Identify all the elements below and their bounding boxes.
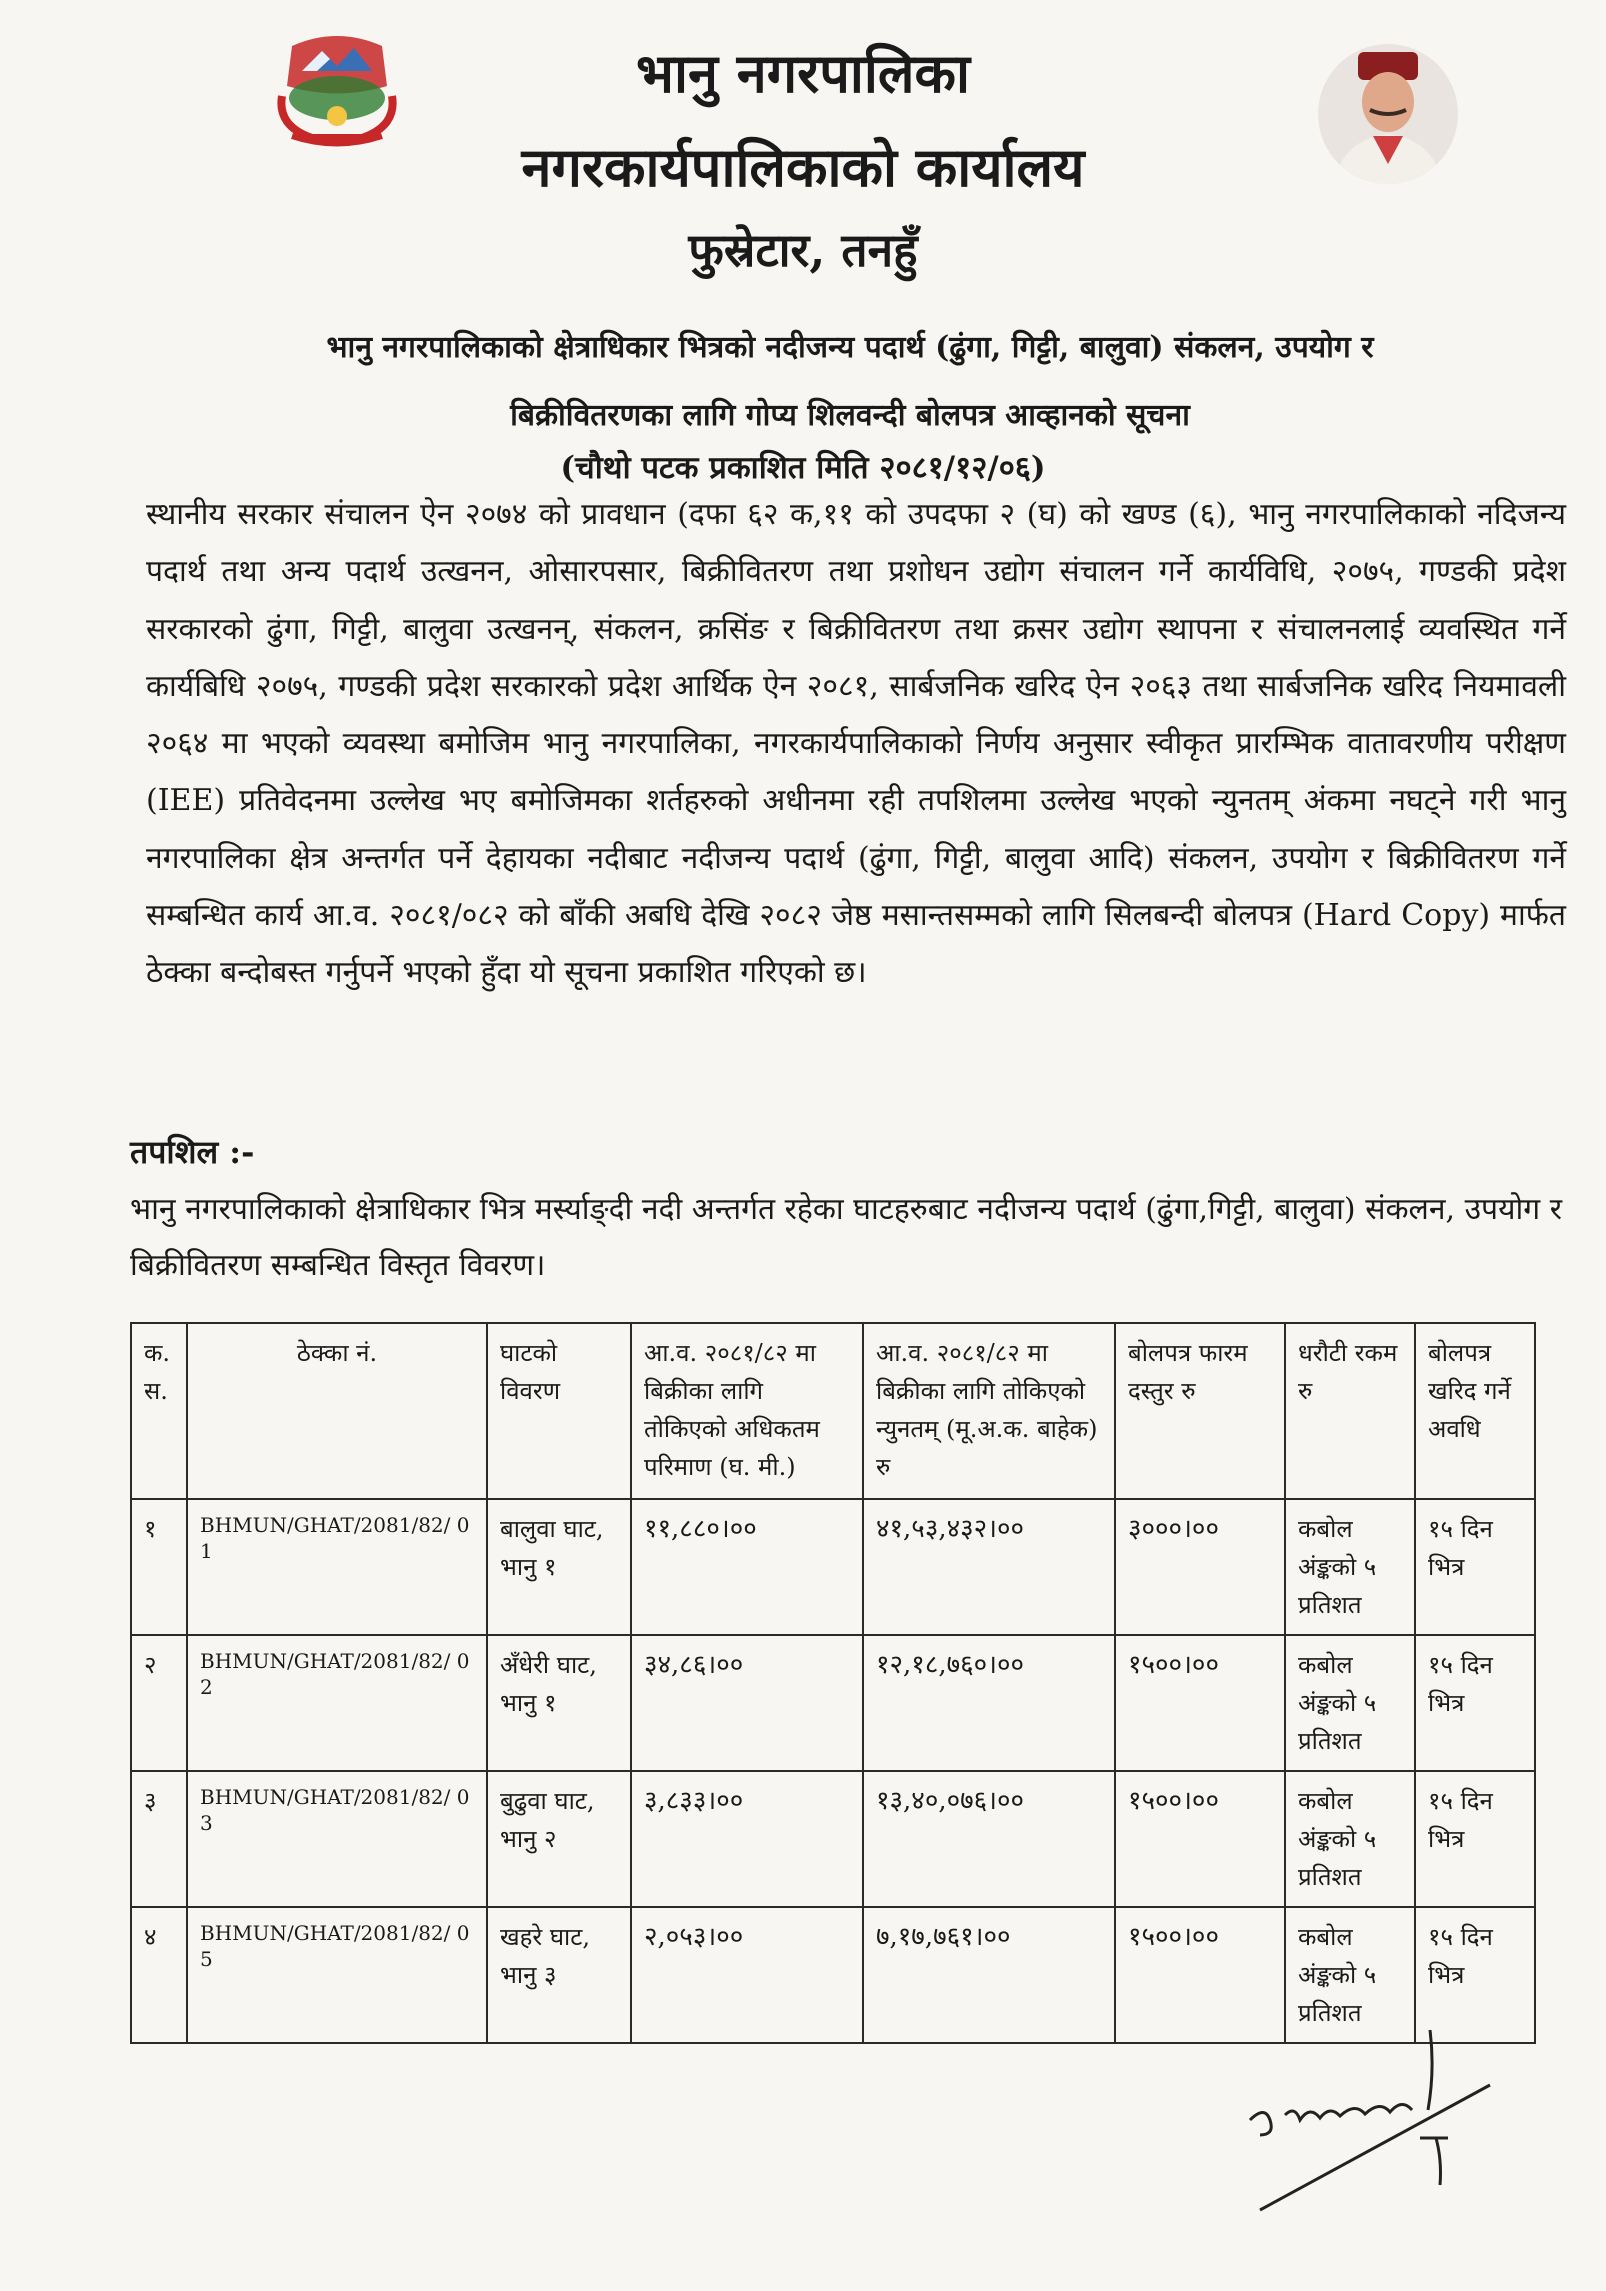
column-header: घाटको विवरण [487, 1323, 631, 1499]
max-quantity-cell: ३,८३३।०० [631, 1771, 863, 1907]
form-fee-cell: ३०००।०० [1115, 1499, 1285, 1635]
deposit-cell: कबोल अंङ्कको ५ प्रतिशत [1285, 1771, 1415, 1907]
notice-subject-line2: बिक्रीवितरणका लागि गोप्य शिलवन्दी बोलपत्र आव्हानको सूचना [510, 398, 1190, 433]
min-amount-cell: ७,१७,७६१।०० [863, 1907, 1115, 2043]
serial-cell: ४ [131, 1907, 187, 2043]
contract-number-cell: BHMUN/GHAT/2081/82/ 01 [187, 1499, 487, 1635]
notice-body: स्थानीय सरकार संचालन ऐन २०७४ को प्रावधान (दफा ६२ क,११ को उपदफा २ (घ) को खण्ड (६), भानु नगरपालिकाको नदिजन्य पदार्थ तथा अन्य पदार्थ उत्खनन, ओसारपसार, बिक्रीवितरण तथा प्रशोधन उद्योग संचालन गर्ने कार्यविधि, २०७५, गण्डकी प्रदेश सरकारको ढुंगा, गिट्टी, बालुवा उत्खनन्, संकलन, क्रसिंङ र बिक्रीवितरण तथा क्रसर उद्योग स्थापना र संचालनलाई व्यवस्थित गर्ने कार्यबिधि २०७५, गण्डकी प्रदेश सरकारको प्रदेश आर्थिक ऐन २०८१, सार्बजनिक खरिद ऐन २०६३ तथा सार्बजनिक खरिद नियमावली २०६४ मा भएको व्यवस्था बमोजिम भानु नगरपालिका, नगरकार्यपालिकाको निर्णय अनुसार स्वीकृत प्रारम्भिक वातावरणीय परीक्षण (IEE) प्रतिवेदनमा उल्लेख भए बमोजिमका शर्तहरुको अधीनमा रही तपशिलमा उल्लेख भएको न्युनतम् अंकमा नघट्ने गरी भानु नगरपालिका क्षेत्र अन्तर्गत पर्ने देहायका नदीबाट नदीजन्य पदार्थ (ढुंगा, गिट्टी, बालुवा आदि) संकलन, उपयोग र बिक्रीवितरण गर्ने सम्बन्धित कार्य आ.व. २०८१/०८२ को बाँकी अबधि देखि २०८२ जेष्ठ मसान्तसम्मको लागि सिलबन्दी बोलपत्र (Hard Copy) मार्फत ठेक्का बन्दोबस्त गर्नुपर्ने भएको हुँदा यो सूचना प्रकाशित गरिएको छ। [146, 497, 1566, 991]
deposit-cell: कबोल अंङ्कको ५ प्रतिशत [1285, 1499, 1415, 1635]
column-header: बोलपत्र खरिद गर्ने अवधि [1415, 1323, 1535, 1499]
municipality-name: भानु नगरपालिका [636, 41, 970, 105]
serial-cell: १ [131, 1499, 187, 1635]
purchase-period-cell: १५ दिन भित्र [1415, 1499, 1535, 1635]
serial-cell: २ [131, 1635, 187, 1771]
ghat-details-table [130, 1322, 1536, 2044]
purchase-period-cell: १५ दिन भित्र [1415, 1635, 1535, 1771]
max-quantity-cell: ११,८८०।०० [631, 1499, 863, 1635]
ghat-cell: बुढुवा घाट, भानु २ [487, 1771, 631, 1907]
min-amount-cell: १३,४०,०७६।०० [863, 1771, 1115, 1907]
contract-number-cell: BHMUN/GHAT/2081/82/ 03 [187, 1771, 487, 1907]
office-location: फुस्रेटार, तनहुँ [688, 223, 918, 277]
deposit-cell: कबोल अंङ्कको ५ प्रतिशत [1285, 1907, 1415, 2043]
office-name: नगरकार्यपालिकाको कार्यालय [521, 135, 1085, 199]
purchase-period-cell: १५ दिन भित्र [1415, 1907, 1535, 2043]
column-header: आ.व. २०८१/८२ मा बिक्रीका लागि तोकिएको अधिकतम परिमाण (घ. मी.) [631, 1323, 863, 1499]
table-row [131, 1499, 1535, 1635]
max-quantity-cell: ३४,८६।०० [631, 1635, 863, 1771]
serial-cell: ३ [131, 1771, 187, 1907]
min-amount-cell: ४१,५३,४३२।०० [863, 1499, 1115, 1635]
form-fee-cell: १५००।०० [1115, 1907, 1285, 2043]
column-header: आ.व. २०८१/८२ मा बिक्रीका लागि तोकिएको न्युनतम् (मू.अ.क. बाहेक) रु [863, 1323, 1115, 1499]
column-header: ठेक्का नं. [187, 1323, 487, 1499]
contract-number-cell: BHMUN/GHAT/2081/82/ 02 [187, 1635, 487, 1771]
ghat-cell: बालुवा घाट, भानु १ [487, 1499, 631, 1635]
form-fee-cell: १५००।०० [1115, 1635, 1285, 1771]
tapasil-label: तपशिल :- [130, 1133, 255, 1171]
min-amount-cell: १२,१८,७६०।०० [863, 1635, 1115, 1771]
max-quantity-cell: २,०५३।०० [631, 1907, 863, 2043]
table-row [131, 1635, 1535, 1771]
deposit-cell: कबोल अंङ्कको ५ प्रतिशत [1285, 1635, 1415, 1771]
purchase-period-cell: १५ दिन भित्र [1415, 1771, 1535, 1907]
column-header: बोलपत्र फारम दस्तुर रु [1115, 1323, 1285, 1499]
signature-icon [1230, 2010, 1530, 2220]
table-row [131, 1771, 1535, 1907]
ghat-cell: अँधेरी घाट, भानु १ [487, 1635, 631, 1771]
tapasil-description: भानु नगरपालिकाको क्षेत्राधिकार भित्र मर्स्याङ्दी नदी अन्तर्गत रहेका घाटहरुबाट नदीजन्य पदार्थ (ढुंगा,गिट्टी, बालुवा) संकलन, उपयोग र बिक्रीवितरण सम्बन्धित विस्तृत विवरण। [130, 1192, 1562, 1283]
form-fee-cell: १५००।०० [1115, 1771, 1285, 1907]
ghat-cell: खहरे घाट, भानु ३ [487, 1907, 631, 2043]
notice-subject-line1: भानु नगरपालिकाको क्षेत्राधिकार भित्रको नदीजन्य पदार्थ (ढुंगा, गिट्टी, बालुवा) संकलन, उपयोग र [326, 330, 1374, 365]
column-header: क. स. [131, 1323, 187, 1499]
column-header: धरौटी रकम रु [1285, 1323, 1415, 1499]
contract-number-cell: BHMUN/GHAT/2081/82/ 05 [187, 1907, 487, 2043]
table-header-row [131, 1323, 1535, 1499]
publish-info: (चौथो पटक प्रकाशित मिति २०८१/१२/०६) [560, 450, 1046, 486]
